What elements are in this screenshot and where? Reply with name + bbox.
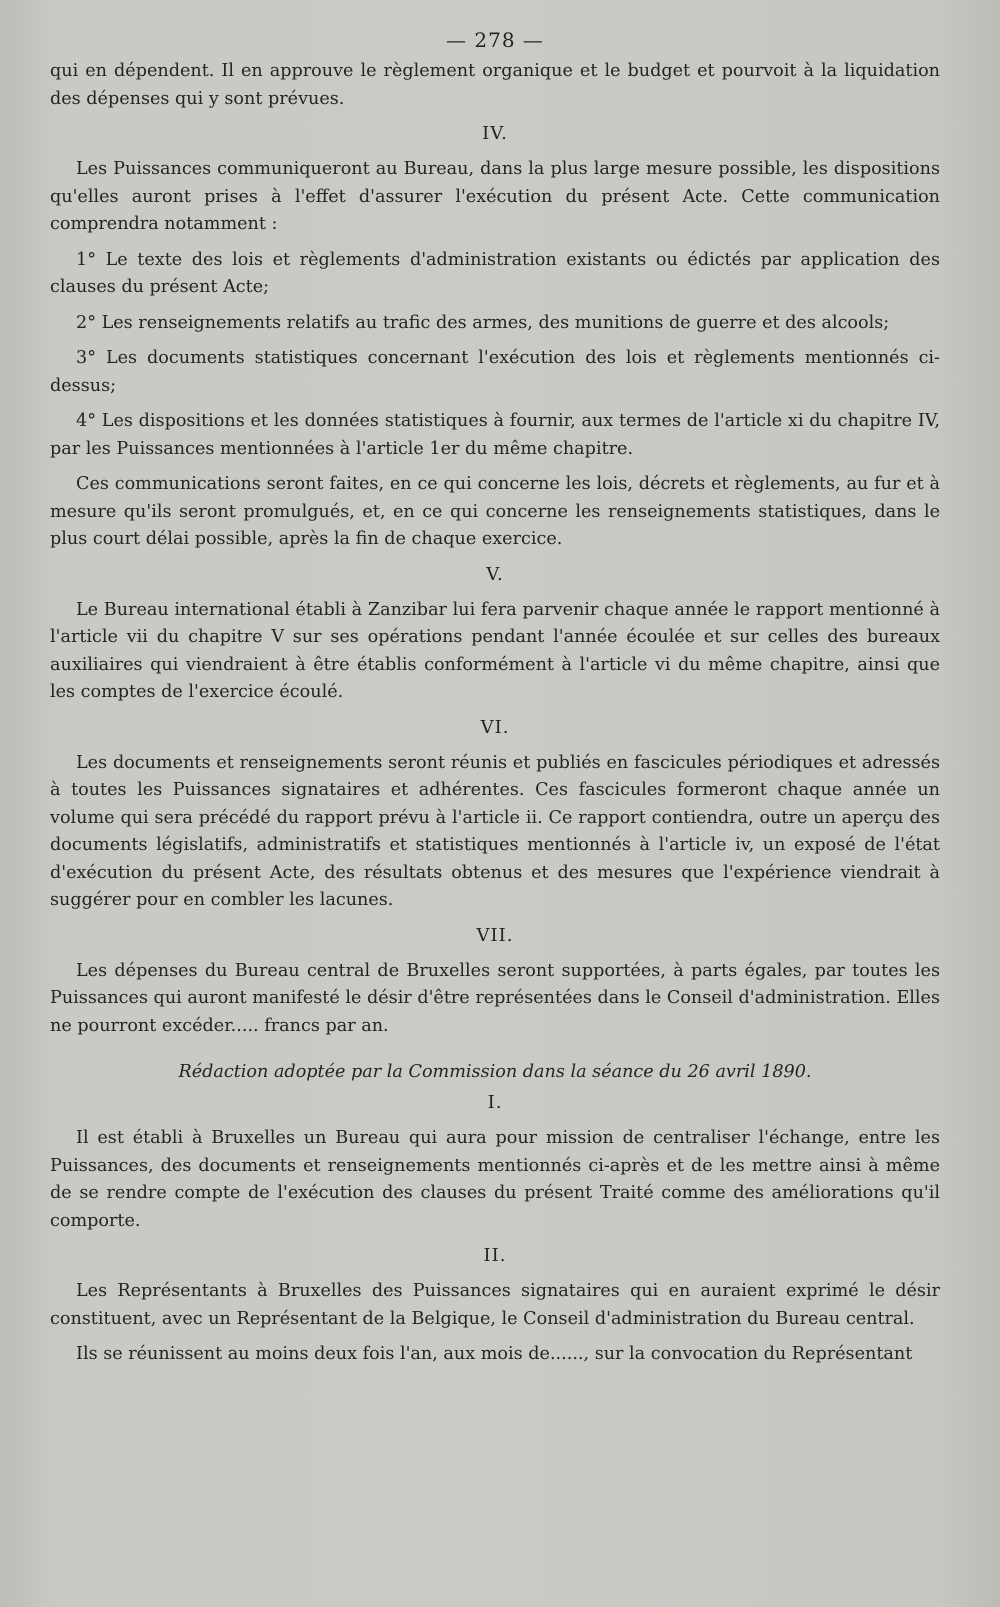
paragraph: Ces communications seront faites, en ce qui concerne les lois, décrets et règlements, au fur et à mesure qu'ils seront promulgués, et, en ce qui concerne les renseignements statistiques, dans le plus court délai possible, après la fin de chaque exercice. (50, 474, 940, 549)
paragraph: Les Représentants à Bruxelles des Puissances signataires qui en auraient exprimé le désir constituent, avec un Représentant de la Belgique, le Conseil d'administration du Bureau central. (50, 1281, 940, 1329)
list-item: 1° Le texte des lois et règlements d'administration existants ou édictés par application des clauses du présent Acte; (50, 249, 940, 297)
paragraph: qui en dépendent. Il en approuve le règlement organique et le budget et pourvoit à la liquidation des dépenses qui y sont prévues. (50, 61, 940, 109)
page-number: — 278 — (446, 28, 544, 52)
paragraph: Les Puissances communiqueront au Bureau, dans la plus large mesure possible, les dispositions qu'elles auront prises à l'effet d'assurer l'exécution du présent Acte. Cette communication comprendra notamment : (50, 159, 940, 234)
paragraph: Les dépenses du Bureau central de Bruxelles seront supportées, à parts égales, par toutes les Puissances qui auront manifesté le désir d'être représentées dans le Conseil d'administration. Elles ne pourront excéder..... francs par an. (50, 960, 940, 1036)
list-item: 2° Les renseignements relatifs au trafic des armes, des munitions de guerre et des alcools; (76, 312, 890, 333)
list-item: 3° Les documents statistiques concernant l'exécution des lois et règlements mentionnés ci-dessus; (50, 348, 940, 396)
section-heading: II. (483, 1245, 507, 1266)
paragraph: Ils se réunissent au moins deux fois l'an, aux mois de......, sur la convocation du Représentant (76, 1344, 913, 1364)
section-heading: I. (487, 1092, 503, 1113)
section-heading: IV. (482, 123, 508, 144)
section-heading: VII. (476, 924, 514, 946)
section-heading: VI. (480, 716, 510, 738)
caption: Rédaction adoptée par la Commission dans la séance du 26 avril 1890. (178, 1062, 812, 1082)
list-item: 4° Les dispositions et les données statistiques à fournir, aux termes de l'article xi du chapitre IV, par les Puissances mentionnées à l'article 1er du même chapitre. (50, 411, 940, 459)
paragraph: Les documents et renseignements seront réunis et publiés en fascicules périodiques et adressés à toutes les Puissances signataires et adhérentes. Ces fascicules formeront chaque année un volume qui sera précédé du rapport prévu à l'article ii. Ce rapport contiendra, outre un aperçu des documents législatifs, administratifs et statistiques mentionnés à l'article iv, un exposé de l'état d'exécution du présent Acte, des résultats obtenus et des mesures que l'expérience viendrait à suggérer pour en combler les lacunes. (50, 752, 940, 910)
paragraph: Il est établi à Bruxelles un Bureau qui aura pour mission de centraliser l'échange, entre les Puissances, des documents et renseignements mentionnés ci-après et de les mettre ainsi à même de se rendre compte de l'exécution des clauses du présent Traité comme des améliorations qu'il comporte. (50, 1128, 940, 1231)
section-heading: V. (486, 563, 504, 585)
paragraph: Le Bureau international établi à Zanzibar lui fera parvenir chaque année le rapport mentionné à l'article vii du chapitre V sur ses opérations pendant l'année écoulée et sur celles des bureaux auxiliaires qui viendraient à être établis conformément à l'article vi du même chapitre, ainsi que les comptes de l'exercice écoulé. (50, 599, 940, 702)
